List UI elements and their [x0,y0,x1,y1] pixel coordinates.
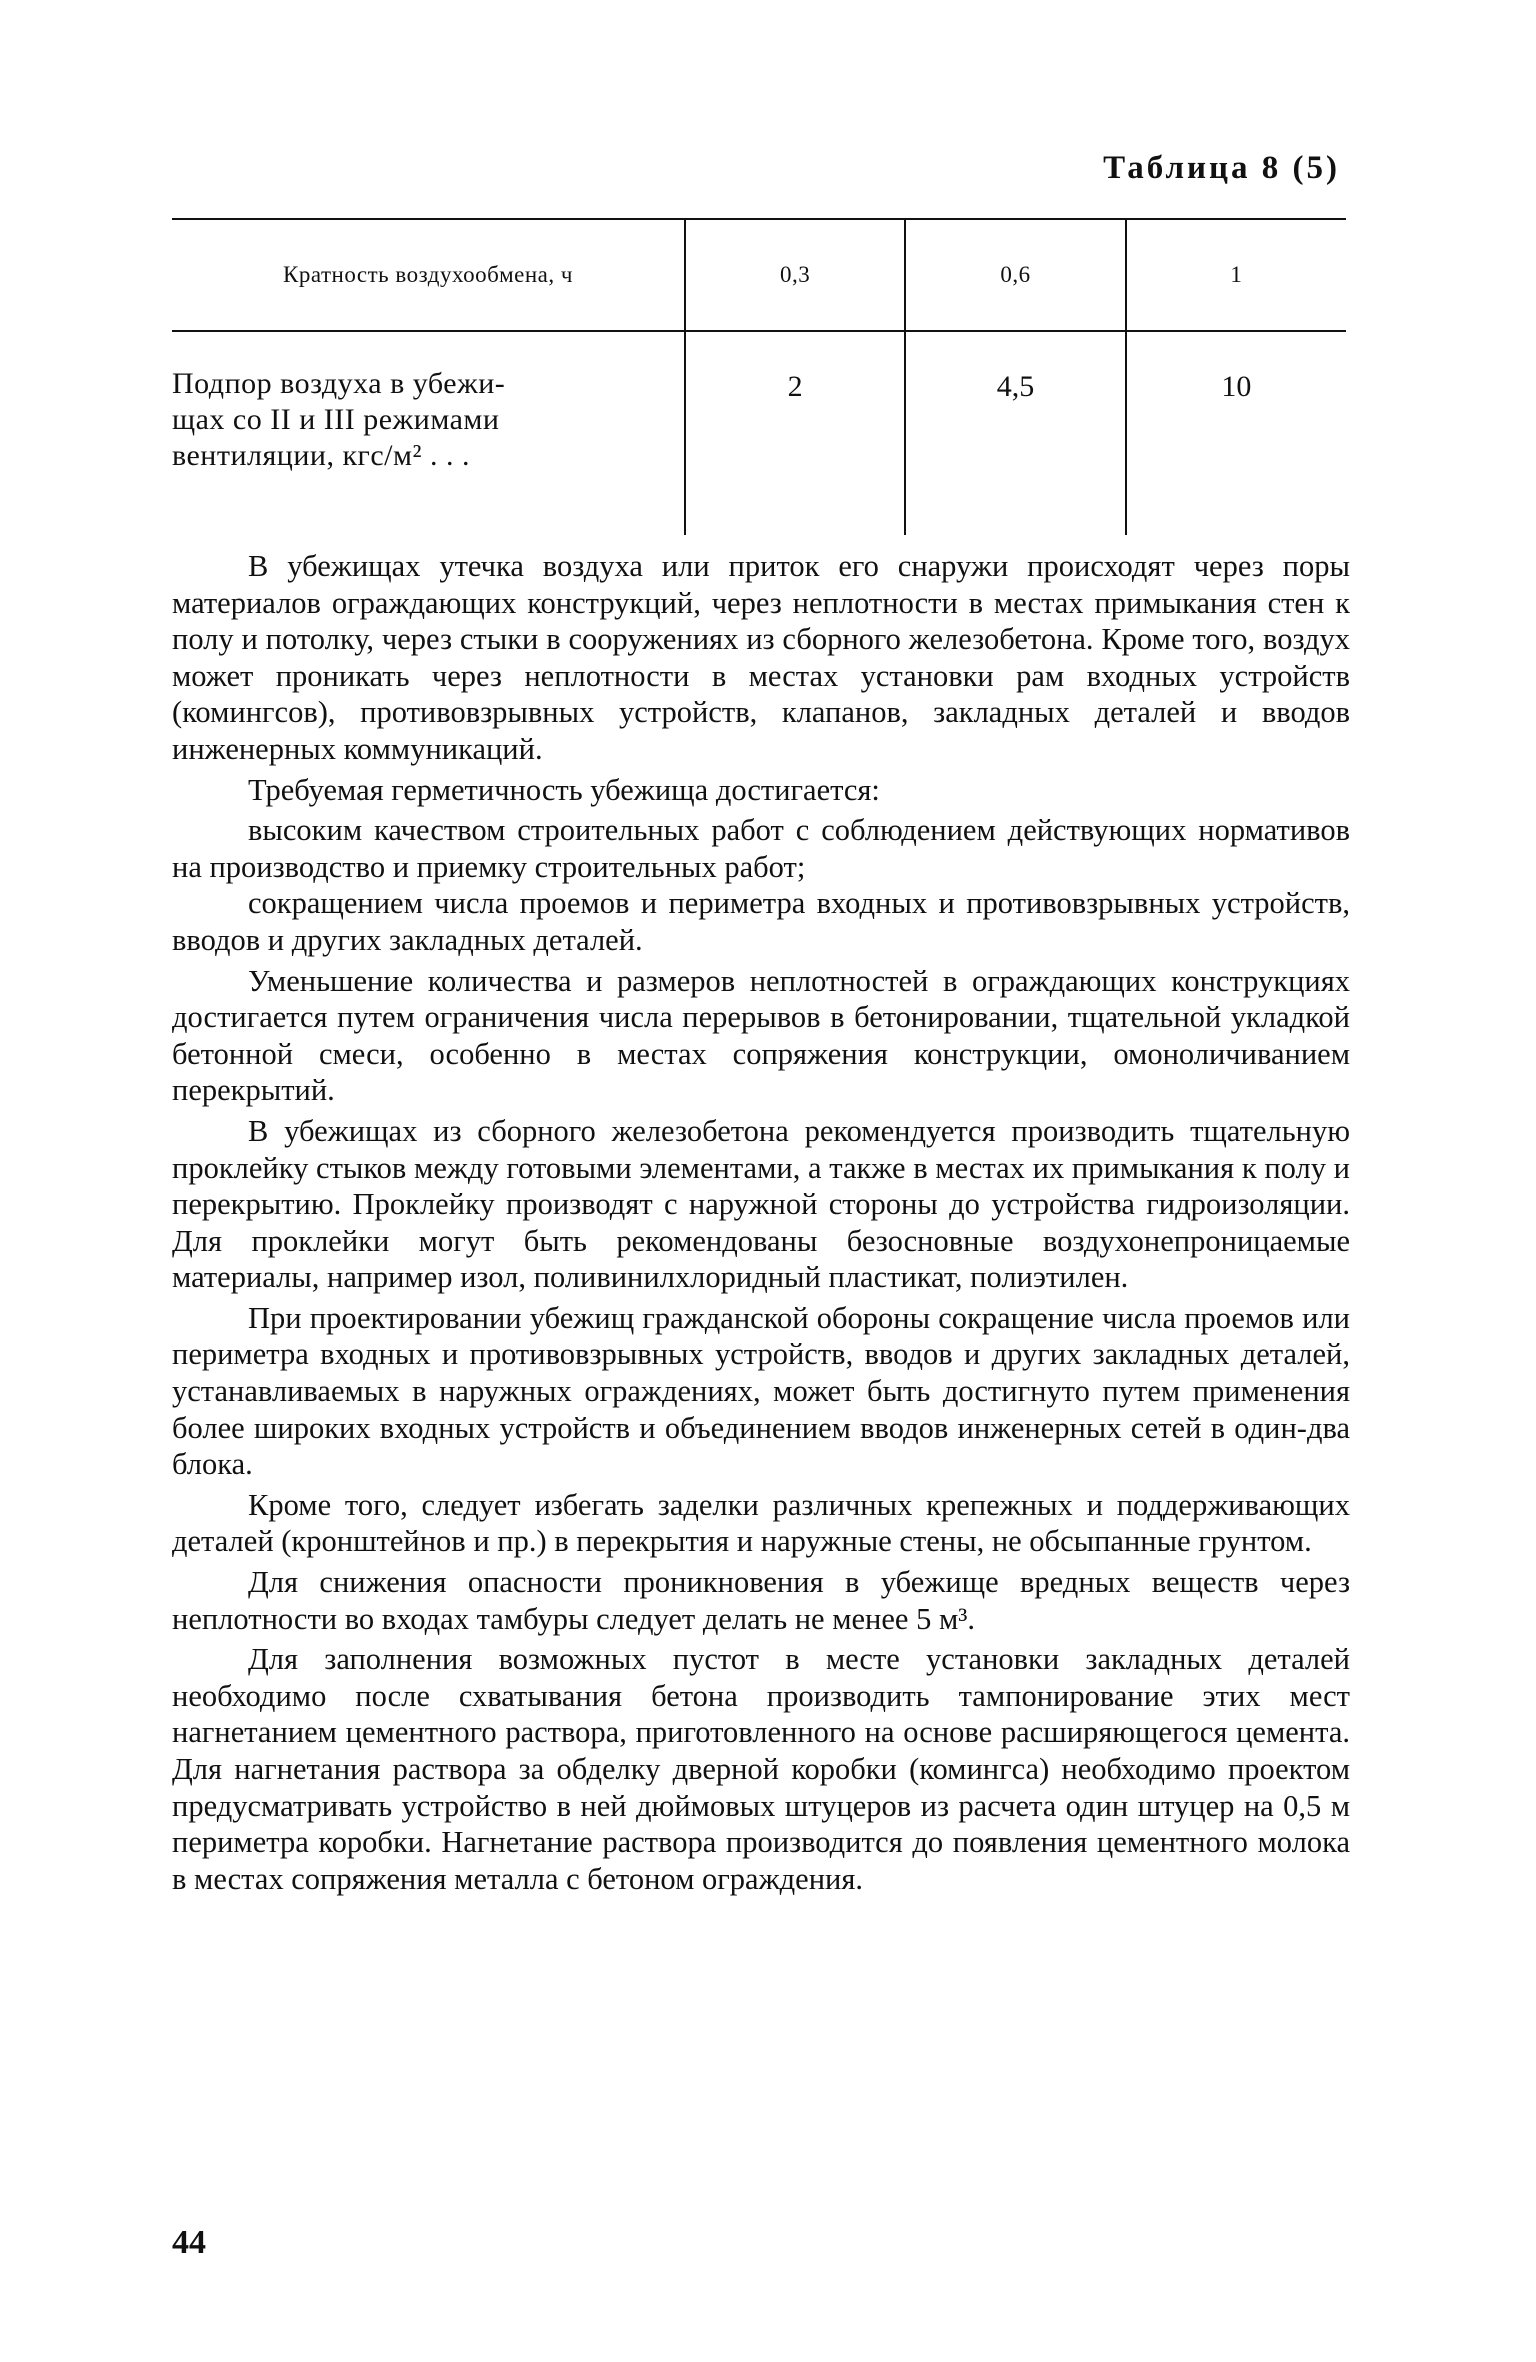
value-cell: 2 [685,331,905,535]
header-cell-1: 1 [1126,219,1346,331]
value-cell: 4,5 [905,331,1125,535]
table-title: Таблица 8 (5) [1103,150,1340,186]
paragraph: Для снижения опасности проникновения в убежище вредных веществ через неплотности во входах тамбуры следует делать не менее 5 м³. [172,1565,1350,1636]
paragraph: При проектировании убежищ гражданской обороны сокращение числа проемов или периметра входных и противовзрывных устройств, вводов и других закладных деталей, устанавливаемых в наружных ограждениях, может быть достигнуто путем применения более широких входных устройств и объединением вводов инженерных сетей в один-два блока. [172,1300,1350,1482]
paragraph: Для заполнения возможных пустот в месте установки закладных деталей необходимо после схватывания бетона производить тампонирование этих мест нагнетанием цементного раствора, приготовленного на основе расширяющегося цемента. Для нагнетания раствора за обделку дверной коробки (комингса) необходимо проектом предусматривать устройство в ней дюймовых штуцеров из расчета один штуцер на 0,5 м периметра коробки. Нагнетание раствора производится до появления цементного молока в местах сопряжения металла с бетоном ограждения. [172,1642,1350,1896]
value-cell: 10 [1126,331,1346,535]
row-label-cell [172,331,685,535]
paragraph: Уменьшение количества и размеров неплотностей в ограждающих конструкциях достигается путем ограничения числа перерывов в бетонировании, тщательной укладкой бетонной смеси, особенно в местах сопряжения конструкции, омоноличиванием перекрытий. [172,963,1350,1108]
paragraph: В убежищах из сборного железобетона рекомендуется производить тщательную проклейку стыков между готовыми элементами, а также в местах их примыкания к полу и перекрытию. Проклейку производят с наружной стороны до устройства гидроизоляции. Для проклейки могут быть рекомендованы безосновные воздухонепроницаемые материалы, например изол, поливинилхлоридный пластикат, полиэтилен. [172,1113,1350,1295]
header-cell-0-6: 0,6 [905,219,1125,331]
paragraph: сокращением числа проемов и периметра входных и противовзрывных устройств, вводов и других закладных деталей. [172,886,1350,957]
data-table [172,218,1346,535]
row-label-line: вентиляции, кгс/м² . . . [172,439,470,472]
paragraph: В убежищах утечка воздуха или приток его снаружи происходят через поры материалов ограждающих конструкций, через неплотности в местах примыкания стен к полу и потолку, через стыки в сооружениях из сборного железобетона. Кроме того, воздух может проникать через неплотности в местах установки рам входных устройств (комингсов), противовзрывных устройств, клапанов, закладных деталей и вводов инженерных коммуникаций. [172,549,1350,766]
paragraph: высоким качеством строительных работ с соблюдением действующих нормативов на производство и приемку строительных работ; [172,813,1350,884]
row-label-line: щах со II и III режимами [172,403,500,436]
paragraph: Кроме того, следует избегать заделки различных крепежных и поддерживающих деталей (кронштейнов и пр.) в перекрытия и наружные стены, не обсыпанные грунтом. [172,1487,1350,1559]
page-number: 44 [172,2224,206,2261]
row-label-line: Подпор воздуха в убежи- [172,367,506,400]
table-data-row [172,331,1346,535]
table-header-row [172,219,1346,331]
header-cell-0-3: 0,3 [685,219,905,331]
paragraph: Требуемая герметичность убежища достигается: [248,772,880,807]
body-text [172,548,1350,1897]
header-cell-label: Кратность воздухообмена, ч [172,219,685,331]
